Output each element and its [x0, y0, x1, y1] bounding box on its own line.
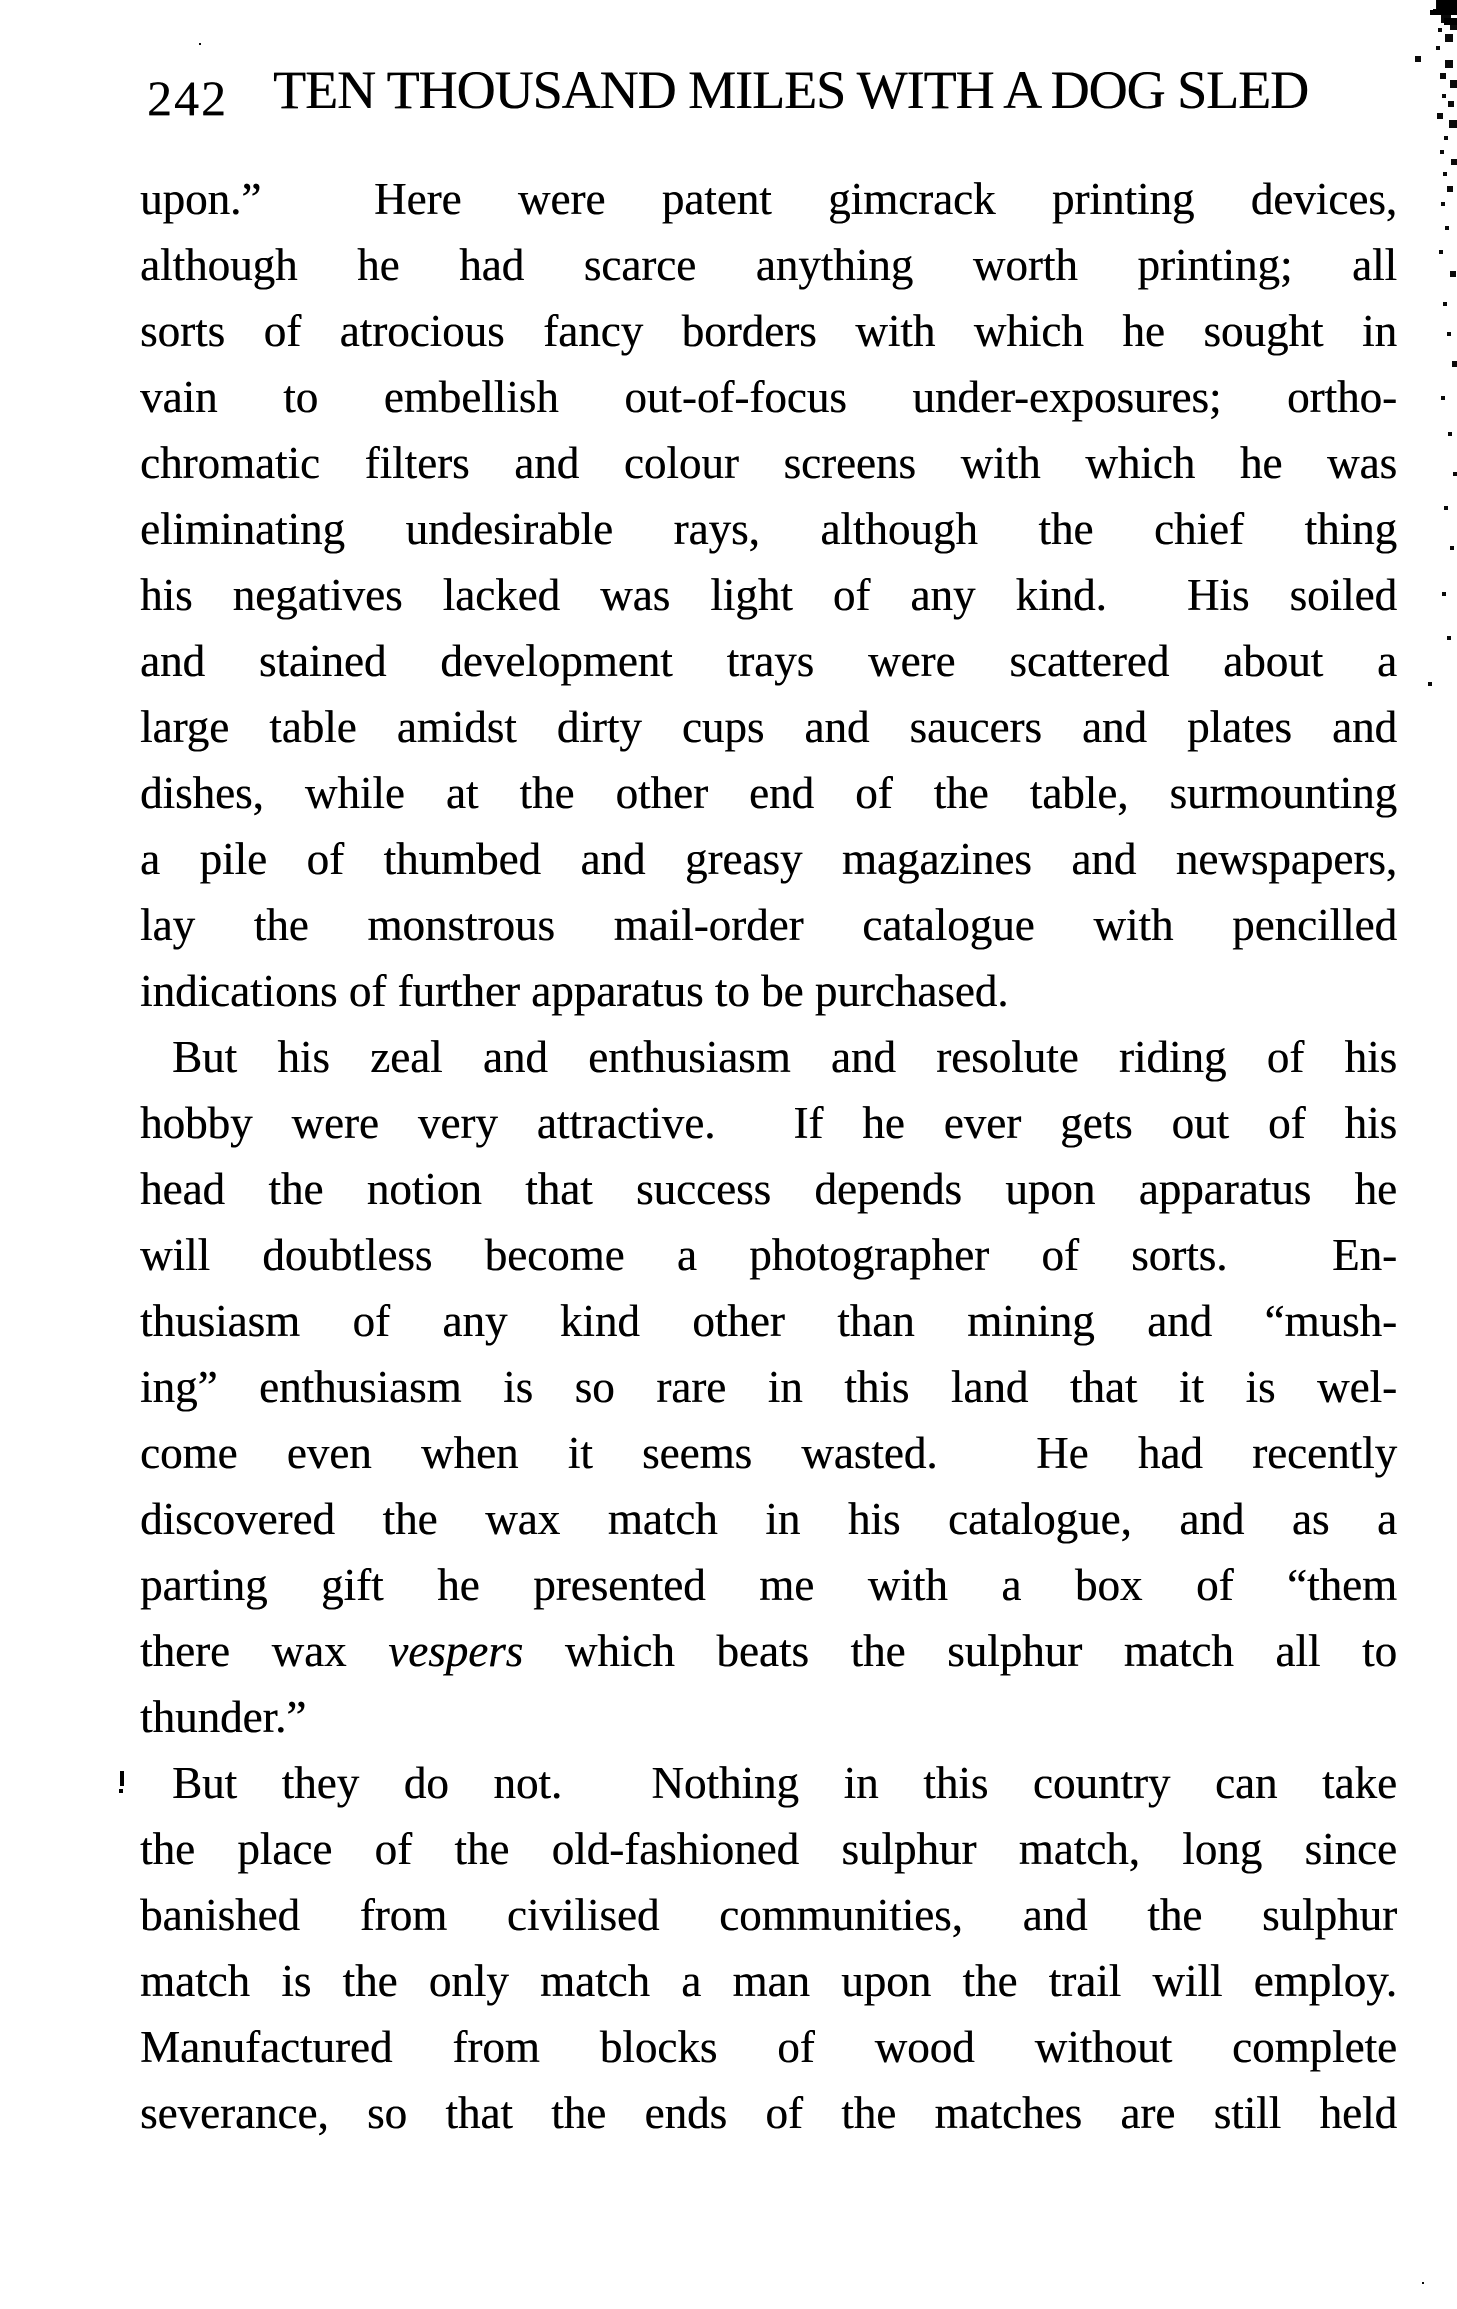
text-segment: which beats the sulphur match all to [523, 1626, 1398, 1676]
scan-noise-speckles [0, 0, 4, 4]
text-line: banished from civilised communities, and the sulphur [140, 1890, 1397, 1940]
scan-noise-corner [1430, 10, 1457, 15]
text-segment: there wax [140, 1626, 389, 1676]
scan-noise-corner [1444, 18, 1457, 25]
text-line: match is the only match a man upon the trail will employ. [140, 1956, 1397, 2006]
text-line: thunder.” [140, 1692, 307, 1742]
text-line [140, 1618, 1397, 1684]
text-line: Manufactured from blocks of wood without complete [140, 2022, 1397, 2072]
italic-word: vespers [388, 1626, 524, 1676]
page-number: 242 [147, 70, 228, 126]
text-line: sorts of atrocious fancy borders with which he sought in [140, 306, 1397, 356]
ink-mark [120, 1771, 124, 1786]
text-line: eliminating undesirable rays, although the chief thing [140, 504, 1397, 554]
text-line: indications of further apparatus to be purchased. [140, 966, 1009, 1016]
text-line: discovered the wax match in his catalogue, and as a [140, 1494, 1397, 1544]
text-line: dishes, while at the other end of the table, surmounting [140, 768, 1397, 818]
text-line: a pile of thumbed and greasy magazines and newspapers, [140, 834, 1397, 884]
text-line: his negatives lacked was light of any kind. His soiled [140, 570, 1397, 620]
running-header [0, 0, 1457, 130]
text-line: and stained development trays were scattered about a [140, 636, 1397, 686]
text-line: chromatic filters and colour screens with which he was [140, 438, 1397, 488]
ink-mark-dot [119, 1789, 123, 1793]
text-line: vain to embellish out-of-focus under-exposures; ortho- [140, 372, 1397, 422]
text-line: lay the monstrous mail-order catalogue with pencilled [140, 900, 1397, 950]
text-line: hobby were very attractive. If he ever gets out of his [140, 1098, 1397, 1148]
text-line: head the notion that success depends upon apparatus he [140, 1164, 1397, 1214]
text-line: But they do not. Nothing in this country can take [172, 1758, 1397, 1808]
text-line: parting gift he presented me with a box of “them [140, 1560, 1397, 1610]
running-title: TEN THOUSAND MILES WITH A DOG SLED [273, 60, 1308, 120]
text-line: the place of the old-fashioned sulphur match, long since [140, 1824, 1397, 1874]
text-line: severance, so that the ends of the matches are still held [140, 2088, 1397, 2138]
text-line: But his zeal and enthusiasm and resolute riding of his [172, 1032, 1397, 1082]
text-line: ing” enthusiasm is so rare in this land that it is wel- [140, 1362, 1397, 1412]
text-line: large table amidst dirty cups and saucers and plates and [140, 702, 1397, 752]
text-line: although he had scarce anything worth printing; all [140, 240, 1397, 290]
text-line: upon.” Here were patent gimcrack printing devices, [140, 174, 1397, 224]
text-line: will doubtless become a photographer of sorts. En- [140, 1230, 1397, 1280]
text-column [140, 166, 1397, 2146]
text-line: thusiasm of any kind other than mining and “mush- [140, 1296, 1397, 1346]
text-line: come even when it seems wasted. He had recently [140, 1428, 1397, 1478]
